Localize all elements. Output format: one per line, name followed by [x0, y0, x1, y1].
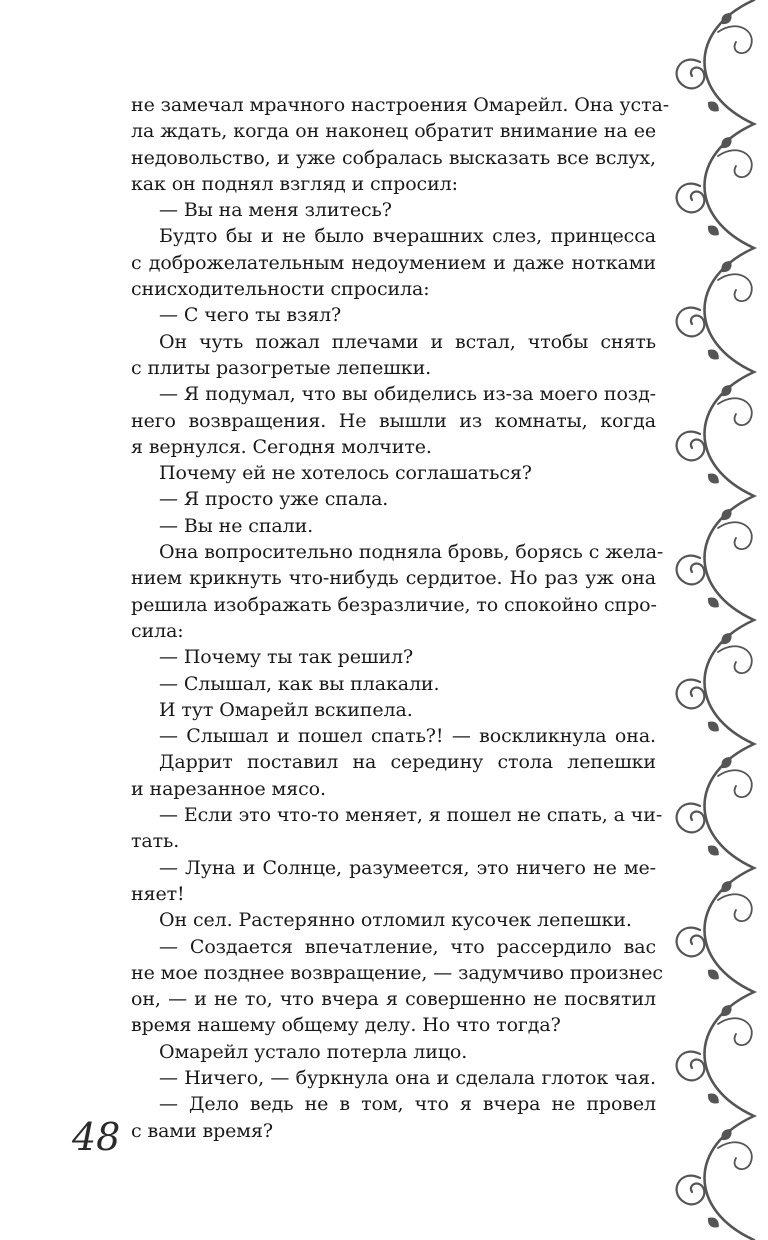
text-line: с доброжелательным недоумением и даже нотками: [131, 251, 656, 274]
text-line: Омарейл устало потерла лицо.: [159, 1040, 468, 1063]
text-line: Будто бы и не было вчерашних слез, принцесса: [159, 225, 656, 248]
text-line: него возвращения. Не вышли из комнаты, когда: [131, 409, 656, 432]
text-line: Он чуть пожал плечами и встал, чтобы снять: [159, 330, 656, 353]
text-line: он, — и не то, что вчера я совершенно не посвятил: [131, 988, 656, 1011]
text-line: я вернулся. Сегодня молчите.: [131, 435, 432, 458]
text-line: с вами время?: [131, 1119, 273, 1142]
text-line: — Я подумал, что вы обиделись из-за моего позд-: [159, 383, 656, 406]
text-line: — Дело ведь не в том, что я вчера не провел: [159, 1093, 656, 1116]
text-line: время нашему общему делу. Но что тогда?: [131, 1014, 561, 1037]
text-line: сила:: [131, 619, 184, 642]
text-line: няет!: [131, 882, 185, 905]
text-line: — Вы не спали.: [159, 514, 314, 537]
text-line: — Луна и Солнце, разумеется, это ничего не ме-: [159, 856, 656, 879]
text-line: И тут Омарейл вскипела.: [159, 698, 413, 721]
text-line: с плиты разогретые лепешки.: [131, 356, 432, 379]
text-line: Даррит поставил на середину стола лепешки: [159, 751, 656, 774]
text-line: и нарезанное мясо.: [131, 777, 326, 800]
text-line: — Создается впечатление, что рассердило вас: [159, 935, 656, 958]
text-line: решила изображать безразличие, то спокойно спро-: [131, 593, 657, 616]
text-line: не замечал мрачного настроения Омарейл. Она уста-: [131, 94, 670, 116]
text-line: — Почему ты так решил?: [159, 646, 414, 669]
text-line: — Ничего, — буркнула она и сделала глоток чая.: [159, 1066, 656, 1089]
text-line: ла ждать, когда он наконец обратит внимание на ее: [131, 120, 656, 143]
page-text: [131, 92, 670, 1144]
text-line: недовольство, и уже собралась высказать все вслух,: [131, 146, 656, 169]
text-line: нием крикнуть что-нибудь сердитое. Но раз уж она: [131, 567, 656, 590]
text-line: — Если это что-то меняет, я пошел не спать, а чи-: [159, 804, 663, 827]
page-number: 48: [72, 1115, 121, 1159]
text-line: Она вопросительно подняла бровь, борясь с жела-: [159, 541, 664, 564]
text-line: не мое позднее возвращение, — задумчиво произнес: [131, 961, 663, 984]
text-line: Почему ей не хотелось соглашаться?: [159, 462, 532, 485]
text-line: Он сел. Растерянно отломил кусочек лепешки.: [159, 909, 632, 932]
text-line: снисходительности спросила:: [131, 278, 430, 301]
text-line: — С чего ты взял?: [159, 304, 342, 327]
swirl-ornament-border-icon: [658, 0, 768, 1240]
text-line: — Я просто уже спала.: [159, 488, 389, 511]
text-line: тать.: [131, 830, 180, 853]
text-line: — Слышал и пошел спать?! — воскликнула она.: [159, 725, 656, 748]
text-line: — Вы на меня злитесь?: [159, 199, 392, 222]
text-line: — Слышал, как вы плакали.: [159, 672, 440, 695]
text-line: как он поднял взгляд и спросил:: [131, 172, 458, 195]
